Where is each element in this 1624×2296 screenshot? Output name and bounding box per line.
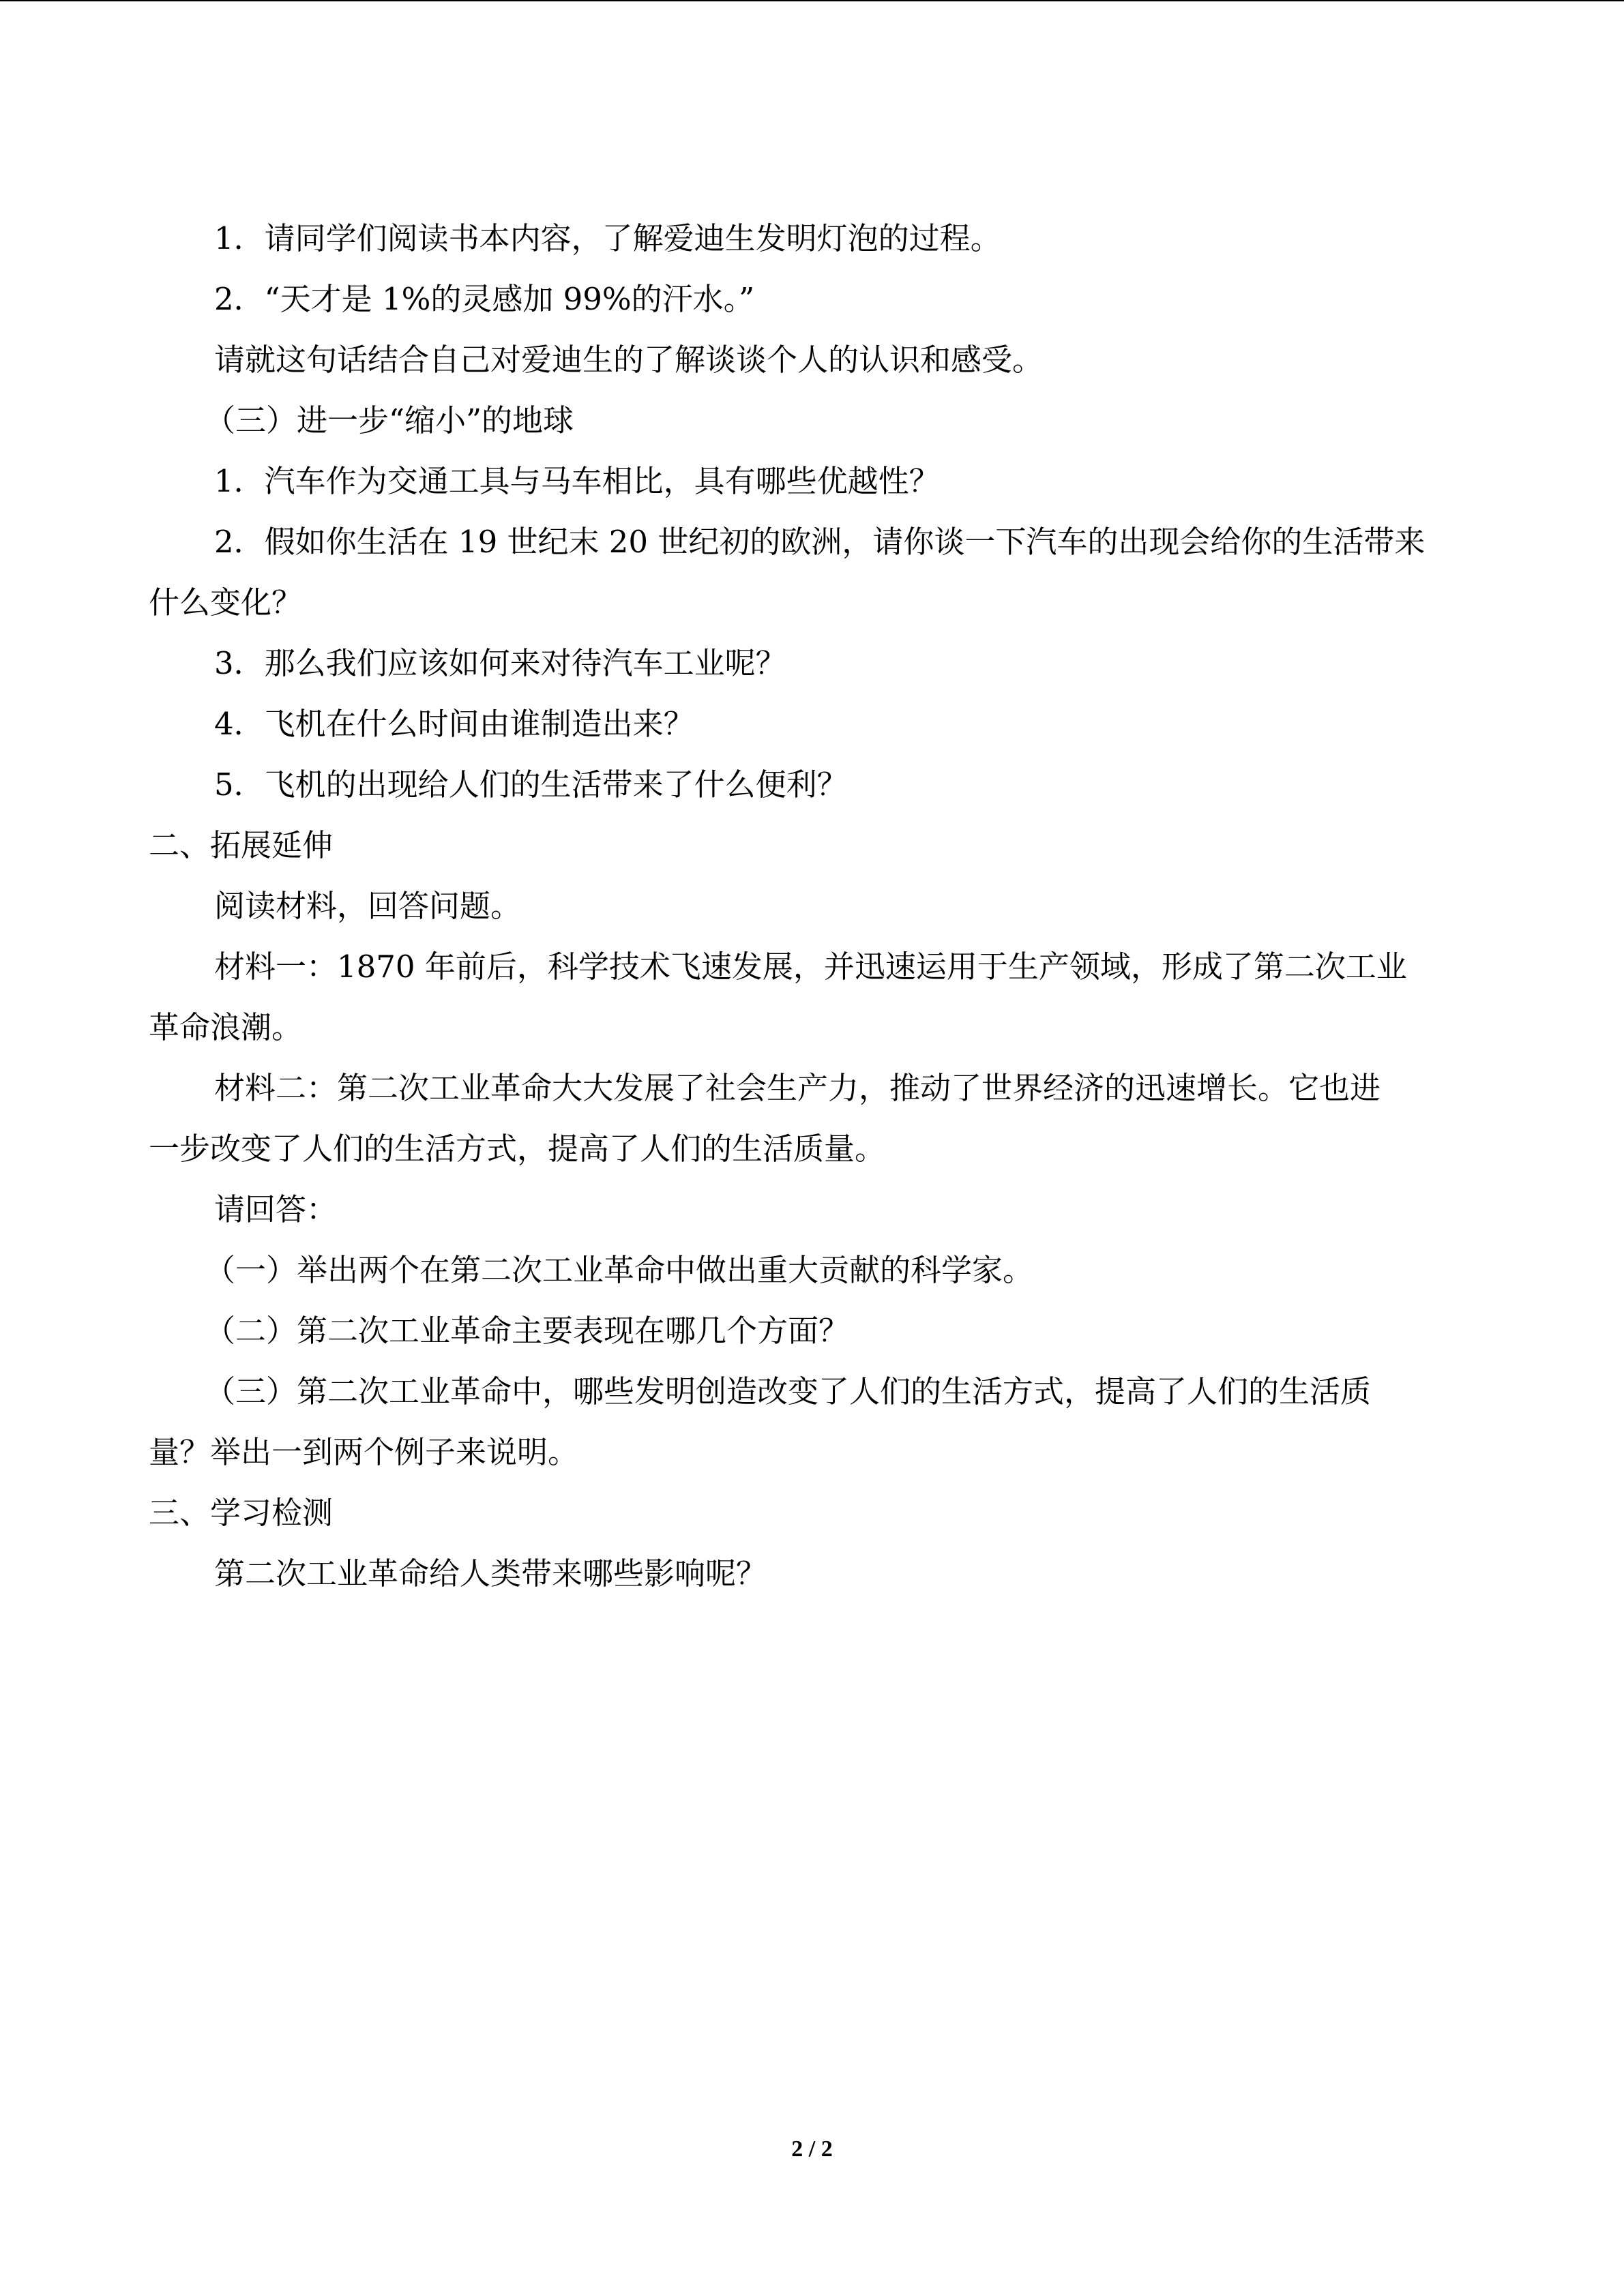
question-line: 第二次工业革命给人类带来哪些影响呢？ [214,1555,767,1592]
instruction-line: 请回答： [214,1191,338,1227]
paragraph-line: 一步改变了人们的生活方式，提高了人们的生活质量。 [149,1131,886,1167]
paragraph-line: 量？举出一到两个例子来说明。 [149,1434,579,1470]
paragraph-line: （三）第二次工业革命中，哪些发明创造改变了人们的生活方式，提高了人们的生活质 [205,1373,1372,1410]
instruction-line: 阅读材料，回答问题。 [214,888,522,924]
question-paragraph [149,1361,1479,1482]
paragraph-line: 什么变化？ [149,584,303,621]
question-line: 1．汽车作为交通工具与马车相比，具有哪些优越性？ [214,463,940,499]
question-line: 4．飞机在什么时间由谁制造出来？ [214,706,694,742]
paragraph-line: 2．假如你生活在 19 世纪末 20 世纪初的欧洲，请你谈一下汽车的出现会给你的生活带来 [214,524,1426,560]
question-line: 3．那么我们应该如何来对待汽车工业呢？ [214,645,786,681]
material-paragraph [149,936,1479,1058]
question-paragraph [149,511,1479,633]
paragraph-line: 革命浪潮。 [149,1009,303,1045]
question-line: 2．“天才是 1%的灵感加 99%的汗水。” [214,281,755,317]
document-body [149,208,1479,1604]
section-heading: （三）进一步“缩小”的地球 [205,402,574,438]
question-line: 5．飞机的出现给人们的生活带来了什么便利？ [214,766,848,803]
paragraph-line: 材料一：1870 年前后，科学技术飞速发展，并迅速运用于生产领域，形成了第二次工业 [214,949,1407,985]
instruction-line: 请就这句话结合自己对爱迪生的了解谈谈个人的认识和感受。 [214,342,1044,378]
page-number: 2 / 2 [791,2136,833,2162]
material-paragraph [149,1058,1479,1179]
main-heading: 二、拓展延伸 [149,827,334,863]
paragraph-line: 材料二：第二次工业革命大大发展了社会生产力，推动了世界经济的迅速增长。它也进 [214,1070,1381,1106]
main-heading: 三、学习检测 [149,1495,334,1531]
question-line: （二）第二次工业革命主要表现在哪几个方面？ [205,1313,850,1349]
question-line: 1．请同学们阅读书本内容，了解爱迪生发明灯泡的过程。 [214,220,1001,256]
question-line: （一）举出两个在第二次工业革命中做出重大贡献的科学家。 [205,1252,1034,1288]
